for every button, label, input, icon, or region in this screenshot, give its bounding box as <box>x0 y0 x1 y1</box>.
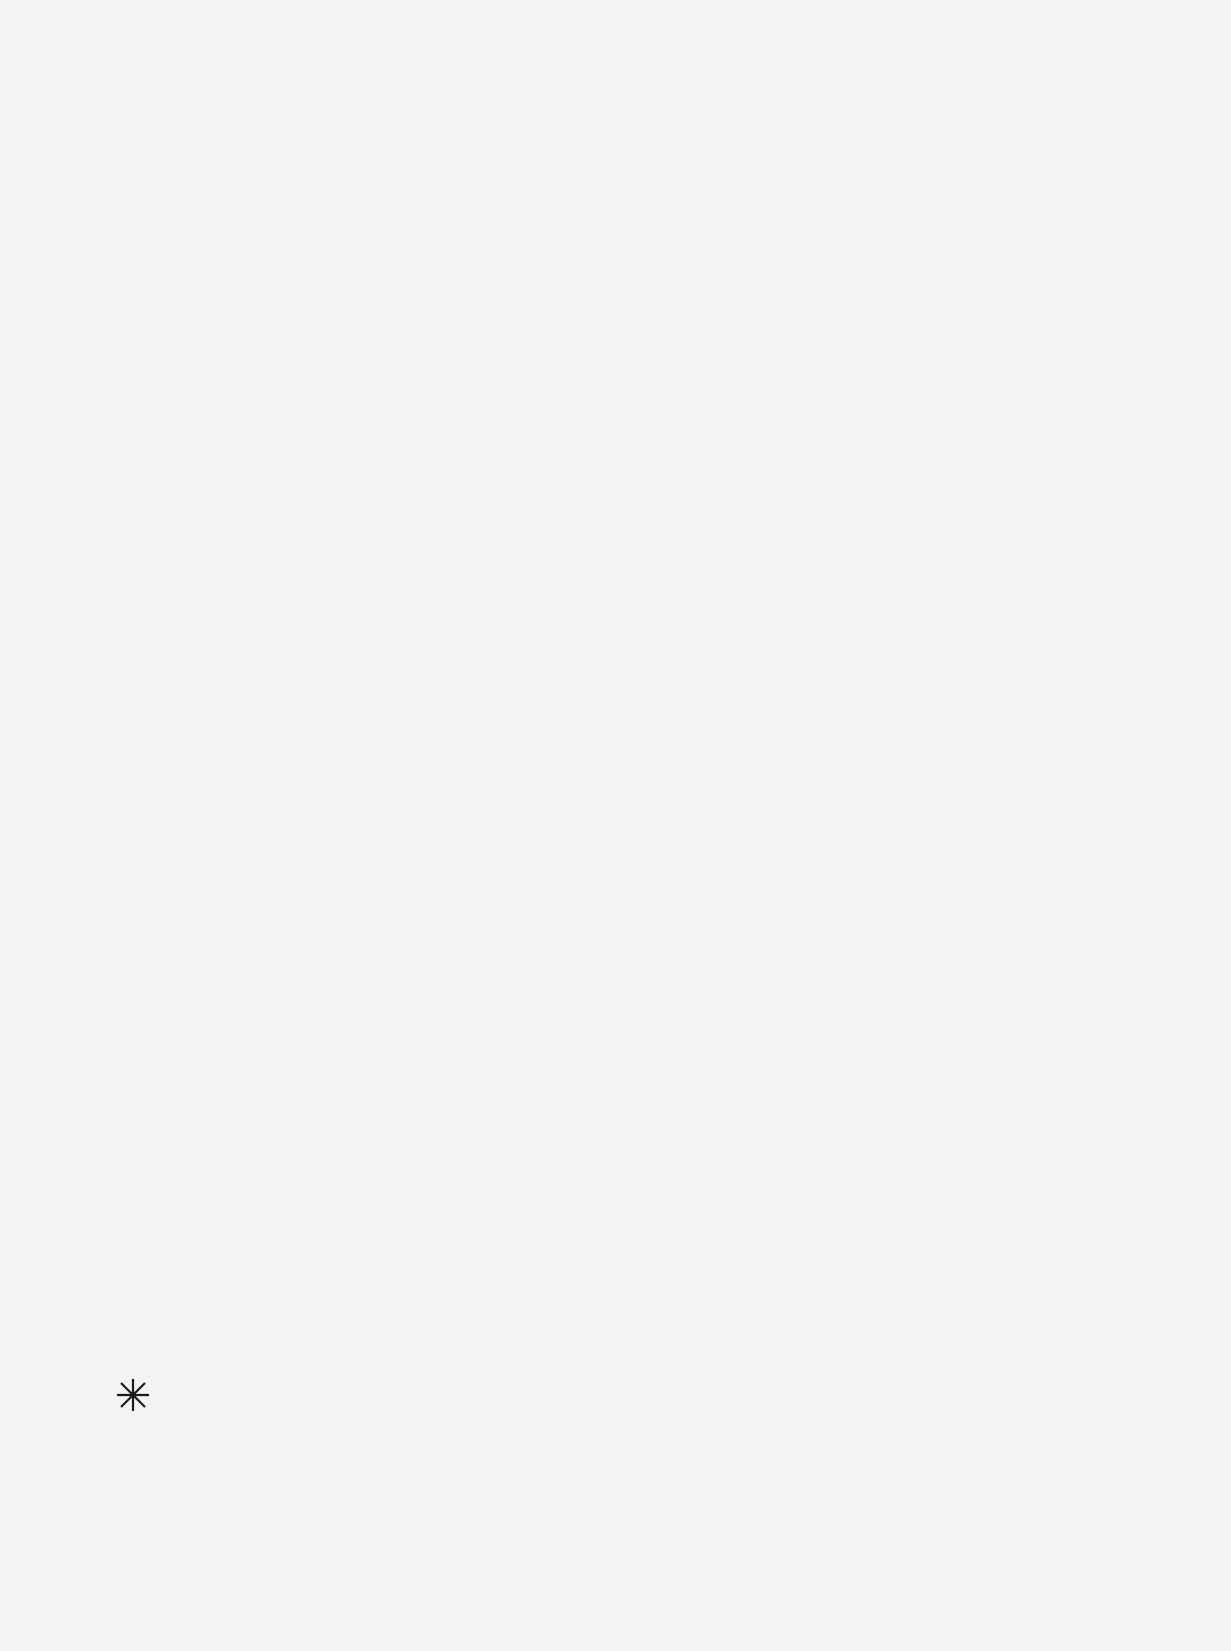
legend <box>680 720 1200 1340</box>
cable-star-icon <box>115 1377 151 1418</box>
